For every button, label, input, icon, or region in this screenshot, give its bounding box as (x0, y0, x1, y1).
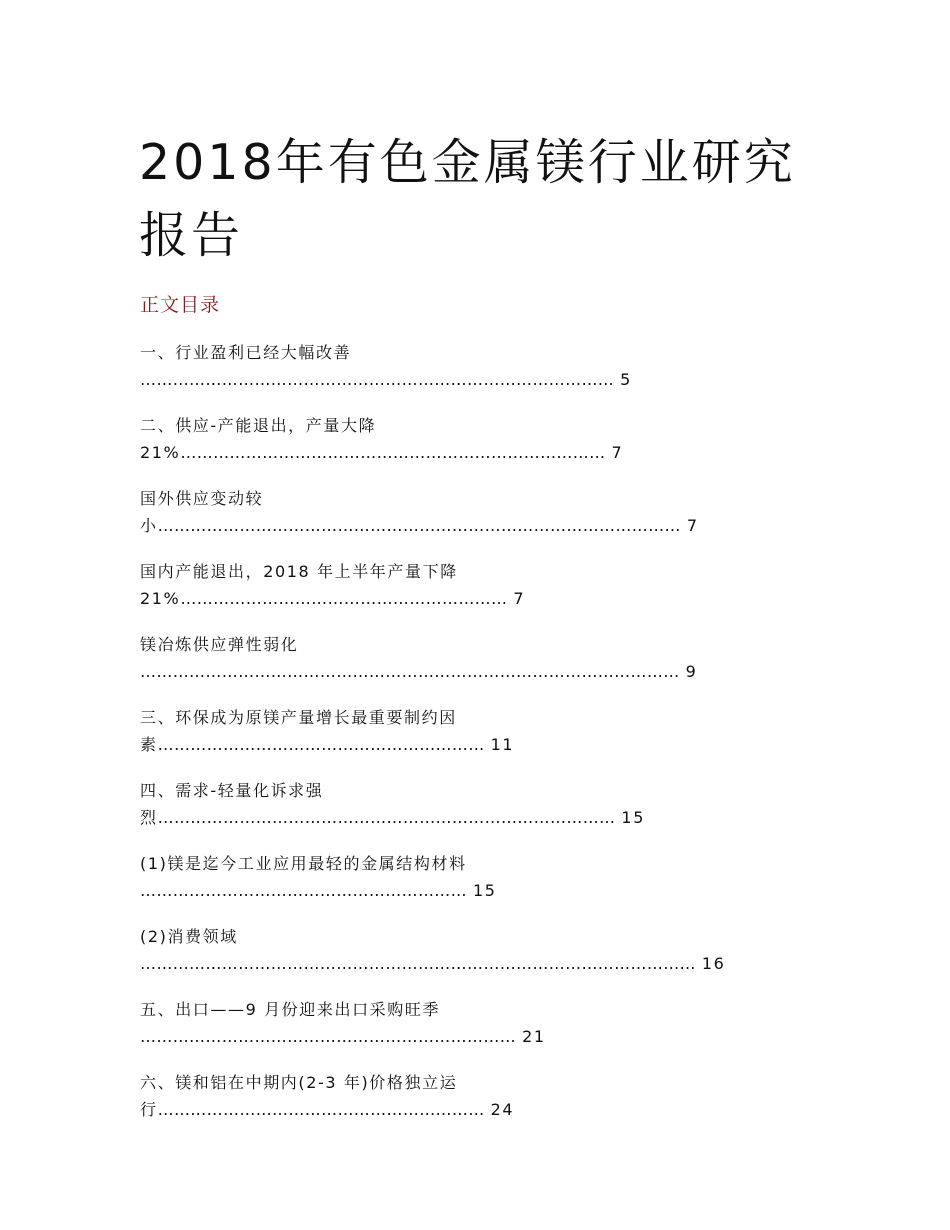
toc-entry-leader-line (140, 440, 830, 466)
toc-entry-title[interactable]: 一、行业盈利已经大幅改善 (140, 343, 352, 362)
toc-entry-title-continued: 21% (140, 443, 181, 462)
toc-entry-title-continued: 小 (140, 516, 158, 535)
toc-entry[interactable] (140, 924, 830, 997)
toc-entry-leader-line (140, 951, 830, 977)
toc-entry-title-continued: 烈 (140, 808, 158, 827)
toc-entry[interactable] (140, 413, 830, 486)
toc-heading: 正文目录 (140, 294, 221, 316)
dot-leader: …………………………………………………… (157, 735, 485, 754)
toc-entry[interactable] (140, 997, 830, 1070)
toc-page-number[interactable]: 16 (701, 954, 726, 973)
toc-entry[interactable] (140, 1070, 830, 1143)
toc-page-number[interactable]: 15 (473, 881, 497, 900)
toc-entry-leader-line (140, 1097, 830, 1123)
toc-entry-leader-line (140, 1024, 830, 1050)
dot-leader: …………………………………………………………………… (180, 443, 606, 462)
toc-entry-title[interactable]: 国外供应变动较 (140, 489, 264, 508)
dot-leader: …………………………………………………… (157, 1100, 485, 1119)
toc-entry-title-continued: 素 (140, 735, 158, 754)
document-title: 2018年有色金属镁行业研究报告 (139, 134, 796, 264)
toc-entry-leader-line (140, 513, 830, 539)
toc-entry-title[interactable]: 三、环保成为原镁产量增长最重要制约因 (140, 708, 457, 727)
dot-leader: …………………………………………………………………………… (140, 370, 615, 389)
toc-page-number[interactable]: 7 (686, 516, 699, 535)
table-of-contents (140, 340, 830, 1143)
toc-entry[interactable] (140, 705, 830, 778)
toc-page-number[interactable]: 21 (522, 1027, 546, 1046)
toc-entry-title-continued: 行 (140, 1100, 158, 1119)
toc-entry-title[interactable]: (2)消费领域 (140, 927, 238, 946)
toc-entry[interactable] (140, 559, 830, 632)
toc-entry-title-continued: 21% (140, 589, 181, 608)
dot-leader: …………………………………………………… (140, 881, 467, 900)
toc-page-number[interactable]: 15 (621, 808, 645, 827)
toc-entry-leader-line (140, 367, 830, 393)
toc-entry-title[interactable]: 国内产能退出，2018 年上半年产量下降 (140, 562, 458, 581)
toc-page-number[interactable]: 7 (513, 589, 526, 608)
toc-page-number[interactable]: 9 (685, 662, 698, 681)
dot-leader: ………………………………………………………………………………………… (140, 954, 696, 973)
toc-entry-leader-line (140, 805, 830, 831)
dot-leader: …………………………………………………………… (140, 1027, 517, 1046)
toc-entry-title[interactable]: 镁冶炼供应弹性弱化 (140, 635, 299, 654)
toc-page-number[interactable]: 5 (620, 370, 632, 389)
toc-entry[interactable] (140, 851, 830, 924)
toc-entry-title[interactable]: 五、出口——9 月份迎来出口采购旺季 (140, 1000, 441, 1019)
toc-entry-title[interactable]: 六、镁和铝在中期内(2-3 年)价格独立运 (140, 1073, 458, 1092)
toc-entry[interactable] (140, 778, 830, 851)
toc-entry-title[interactable]: 二、供应-产能退出，产量大降 (140, 416, 377, 435)
dot-leader: ………………………………………………………………………… (157, 808, 616, 827)
toc-entry-leader-line (140, 878, 830, 904)
toc-entry-title[interactable]: (1)镁是迄今工业应用最轻的金属结构材料 (140, 854, 467, 873)
dot-leader: …………………………………………………………………………………… (157, 516, 681, 535)
toc-page-number[interactable]: 11 (490, 735, 515, 754)
toc-entry[interactable] (140, 486, 830, 559)
toc-page-number[interactable]: 24 (490, 1100, 515, 1119)
toc-entry-leader-line (140, 659, 830, 685)
toc-entry[interactable] (140, 632, 830, 705)
dot-leader: …………………………………………………… (180, 589, 508, 608)
toc-entry-leader-line (140, 732, 830, 758)
toc-page-number[interactable]: 7 (611, 443, 624, 462)
toc-entry-leader-line (140, 586, 830, 612)
dot-leader: ……………………………………………………………………………………… (140, 662, 680, 681)
toc-entry[interactable] (140, 340, 830, 413)
toc-entry-title[interactable]: 四、需求-轻量化诉求强 (140, 781, 324, 800)
